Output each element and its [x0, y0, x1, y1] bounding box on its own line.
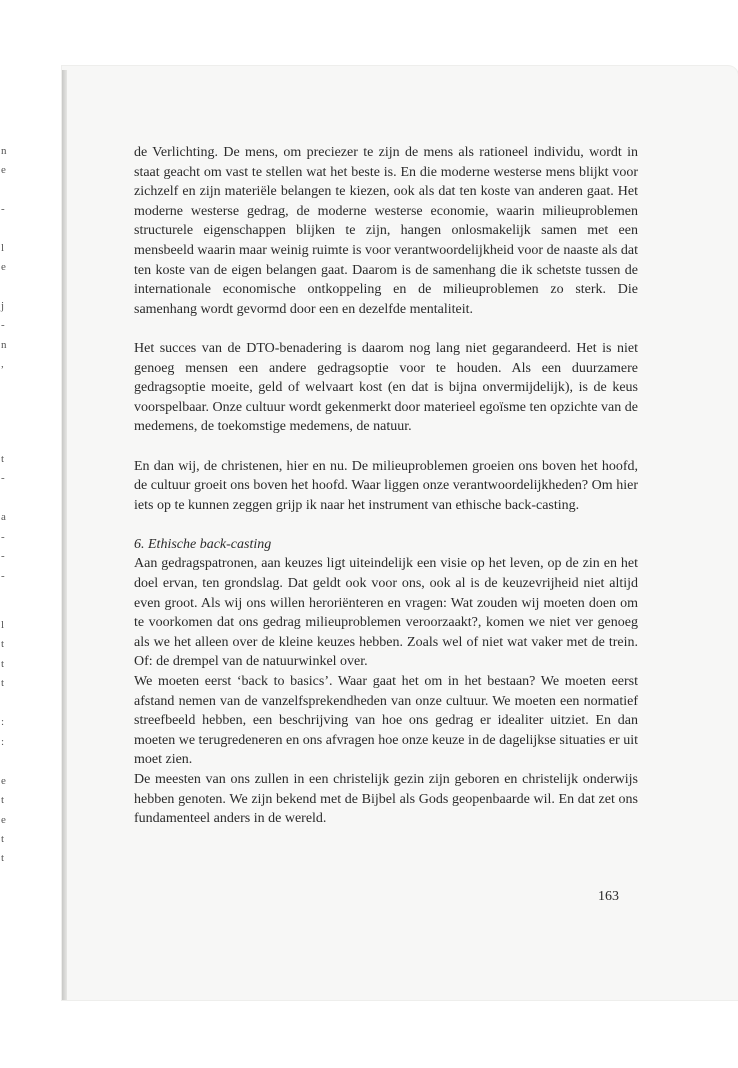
margin-fragment: -	[1, 570, 5, 582]
margin-fragment: t	[1, 677, 5, 689]
margin-fragment: t	[1, 638, 5, 650]
margin-fragment: ,	[1, 358, 4, 370]
facing-page-margin-fragments	[0, 0, 20, 1068]
margin-fragment: :	[1, 736, 5, 748]
body-paragraph: de Verlichting. De mens, om preciezer te zijn de mens als rationeel individu, wordt in staat geacht om vast te stellen wat het beste is. En die moderne westerse mens blijkt voor zichzelf en zijn materiële belangen te kiezen, ook als dat ten koste van anderen gaat. Het moderne westerse gedrag, de moderne westerse economie, waarin milieuproblemen structurele eigenschappen blijken te zijn, hangen onlosmakelijk samen met een mensbeeld waarin maar weinig ruimte is voor verantwoordelijkheid voor de naaste als dat ten koste van de eigen belangen gaat. Daarom is de samenhang die ik schetste tussen de internationale economische ontkoppeling en de milieuproblemen zo sterk. Die samenhang wordt gevormd door een en dezelfde mentaliteit.	[134, 145, 638, 317]
margin-fragment: t	[1, 852, 5, 864]
page-binding-edge	[62, 70, 67, 1000]
margin-fragment: t	[1, 794, 5, 806]
margin-fragment: j	[1, 300, 5, 312]
margin-fragment: e	[1, 261, 6, 273]
body-paragraph: En dan wij, de christenen, hier en nu. De milieuproblemen groeien ons boven het hoofd, de cultuur groeit ons boven het hoofd. Waar liggen onze verantwoordelijkheden? Om hier iets op te kunnen zeggen grijp ik naar het instrument van ethische back-casting.	[134, 458, 638, 513]
margin-fragment: l	[1, 619, 5, 631]
body-paragraph: Het succes van de DTO-benadering is daarom nog lang niet gegarandeerd. Het is niet genoeg mensen een andere gedragsoptie voor te houden. Als een duurzamere gedragsoptie moeite, geld of welvaart kost (en dat is bijna onvermijdelijk), is de keus voorspelbaar. Onze cultuur wordt gekenmerkt door materieel egoïsme ten opzichte van de medemens, de toekomstige medemens, de natuur.	[134, 340, 638, 435]
margin-fragment: n	[1, 339, 7, 351]
margin-fragment: t	[1, 658, 5, 670]
page-body-text	[134, 143, 638, 829]
margin-fragment: t	[1, 453, 5, 465]
margin-fragment: n	[1, 145, 7, 157]
margin-fragment: -	[1, 319, 5, 331]
margin-fragment: l	[1, 242, 5, 254]
margin-fragment: -	[1, 203, 5, 215]
body-paragraph: We moeten eerst ‘back to basics’. Waar gaat het om in het bestaan? We moeten eerst afstand nemen van de vanzelfsprekendheden van onze cultuur. We moeten een normatief streefbeeld hebben, een beschrijving van hoe ons gedrag er idealiter uitziet. En dan moeten we terugredeneren en ons afvragen hoe onze keuze in de dagelijkse situaties er uit moet zien.	[134, 674, 638, 768]
section-heading: 6. Ethische back-casting	[134, 536, 272, 552]
margin-fragment: t	[1, 833, 5, 845]
margin-fragment: -	[1, 550, 5, 562]
margin-fragment: e	[1, 814, 6, 826]
body-paragraph: De meesten van ons zullen in een christelijk gezin zijn geboren en christelijk onderwijs hebben genoten. We zijn bekend met de Bijbel als Gods geopenbaarde wil. En dat zet ons fundamenteel anders in de wereld.	[134, 772, 638, 827]
margin-fragment: e	[1, 164, 6, 176]
margin-fragment: e	[1, 775, 6, 787]
margin-fragment: a	[1, 511, 6, 523]
page-number: 163	[598, 889, 619, 904]
margin-fragment: :	[1, 716, 5, 728]
margin-fragment: -	[1, 472, 5, 484]
margin-fragment: -	[1, 531, 5, 543]
body-paragraph: Aan gedragspatronen, aan keuzes ligt uiteindelijk een visie op het leven, op de zin en het doel ervan, ten grondslag. Dat geldt ook voor ons, ook al is de keuzevrijheid niet altijd even groot. Als wij ons willen heroriënteren en vragen: Wat zouden wij moeten doen om te voorkomen dat ons gedrag milieuproblemen veroorzaakt?, komen we niet ver genoeg als we het alleen over de kleine keuzes hebben. Zoals wel of niet wat vaker met de trein. Of: de drempel van de natuurwinkel over.	[134, 556, 638, 670]
